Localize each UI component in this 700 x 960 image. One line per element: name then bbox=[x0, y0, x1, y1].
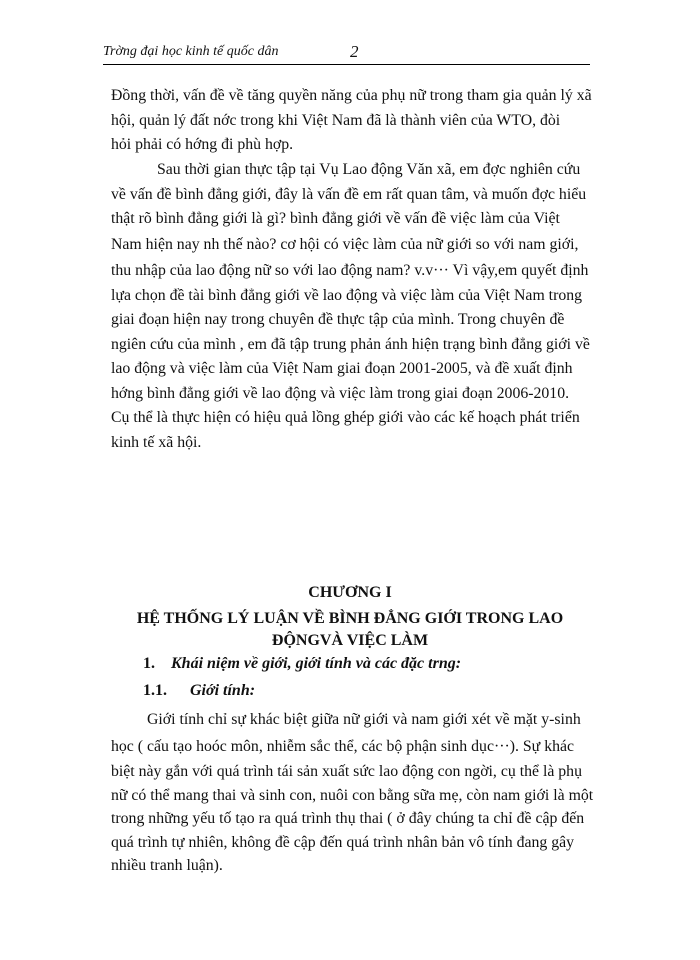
text-line: nhiều tranh luận). bbox=[111, 857, 223, 874]
section-1-title: Khái niệm về giới, giới tính và các đặc trng: bbox=[171, 655, 462, 672]
text-line: kinh tế xã hội. bbox=[111, 433, 202, 451]
main-paragraph bbox=[111, 158, 631, 455]
text-line: thật rõ bình đẳng giới là gì? bình đẳng giới về vấn đề việc làm của Việt bbox=[111, 210, 560, 227]
text-line: hớng bình đẳng giới về lao động và việc làm trong giai đoạn 2006-2010. bbox=[111, 384, 570, 402]
section-1-1-body bbox=[111, 706, 631, 878]
text-line: giai đoạn hiện nay trong chuyên đề thực tập của mình. Trong chuyên đề bbox=[111, 311, 565, 328]
section-1-1-number: 1.1. bbox=[143, 682, 167, 699]
text-line: nữ có thể mang thai và sinh con, nuôi con bằng sữa mẹ, còn nam giới là một bbox=[111, 786, 594, 804]
section-1-1-title: Giới tính: bbox=[190, 682, 256, 699]
text-line: Đồng thời, vấn đề về tăng quyền năng của phụ nữ trong tham gia quản lý xã bbox=[111, 87, 592, 104]
text-line: quá trình tự nhiên, không đề cập đến quá trình nhân bản vô tính đang gây bbox=[111, 833, 575, 851]
text-line: Cụ thể là thực hiện có hiệu quả lồng ghép giới vào các kế hoạch phát triển bbox=[111, 409, 580, 426]
text-line: trong những yếu tố tạo ra quá trình thụ thai ( ở đây chúng ta chỉ đề cập đến bbox=[111, 810, 585, 827]
text-line: Sau thời gian thực tập tại Vụ Lao động Văn xã, em đợc nghiên cứu bbox=[157, 161, 581, 178]
page-number: 2 bbox=[350, 42, 359, 61]
chapter-title-line-1: HỆ THỐNG LÝ LUẬN VỀ BÌNH ĐẲNG GIỚI TRONG LAO bbox=[136, 610, 564, 627]
chapter-title-line-2: ĐỘNGVÀ VIỆC LÀM bbox=[271, 632, 429, 649]
section-1-number: 1. bbox=[143, 655, 155, 672]
chapter-heading bbox=[0, 582, 700, 652]
text-line: Nam hiện nay nh thế nào? cơ hội có việc làm của nữ giới so với nam giới, bbox=[111, 235, 579, 253]
text-line: học ( cấu tạo hoóc môn, nhiễm sắc thể, các bộ phận sinh dục···). Sự khác bbox=[111, 738, 575, 755]
text-line: lao động và việc làm của Việt Nam giai đoạn 2001-2005, và đề xuất định bbox=[111, 360, 573, 377]
text-line: hội, quản lý đất nớc trong khi Việt Nam đã là thành viên của WTO, đòi bbox=[111, 111, 561, 129]
text-line: lựa chọn đề tài bình đẳng giới về lao động và việc làm của Việt Nam trong bbox=[111, 286, 583, 304]
text-line: biệt này gắn với quá trình tái sản xuất sức lao động con ngời, cụ thể là phụ bbox=[111, 763, 582, 780]
text-line: hỏi phải có hớng đi phù hợp. bbox=[111, 136, 294, 153]
text-line: thu nhập của lao động nữ so với lao động nam? v.v··· Vì vậy,em quyết định bbox=[111, 261, 589, 279]
chapter-label: CHƯƠNG I bbox=[308, 584, 392, 601]
text-line: về vấn đề bình đẳng giới, đây là vấn đề em rất quan tâm, và muốn đợc hiểu bbox=[111, 185, 587, 203]
intro-paragraph bbox=[111, 84, 631, 158]
page-header bbox=[103, 44, 590, 65]
text-line: Giới tính chỉ sự khác biệt giữa nữ giới và nam giới xét về mặt y-sinh bbox=[147, 711, 581, 728]
section-1-1-heading bbox=[143, 682, 255, 700]
header-title: Trờng đại học kinh tế quốc dân bbox=[103, 44, 279, 59]
section-1-heading bbox=[143, 655, 461, 673]
text-line: ngiên cứu của mình , em đã tập trung phản ánh hiện trạng bình đẳng giới về bbox=[111, 335, 590, 353]
